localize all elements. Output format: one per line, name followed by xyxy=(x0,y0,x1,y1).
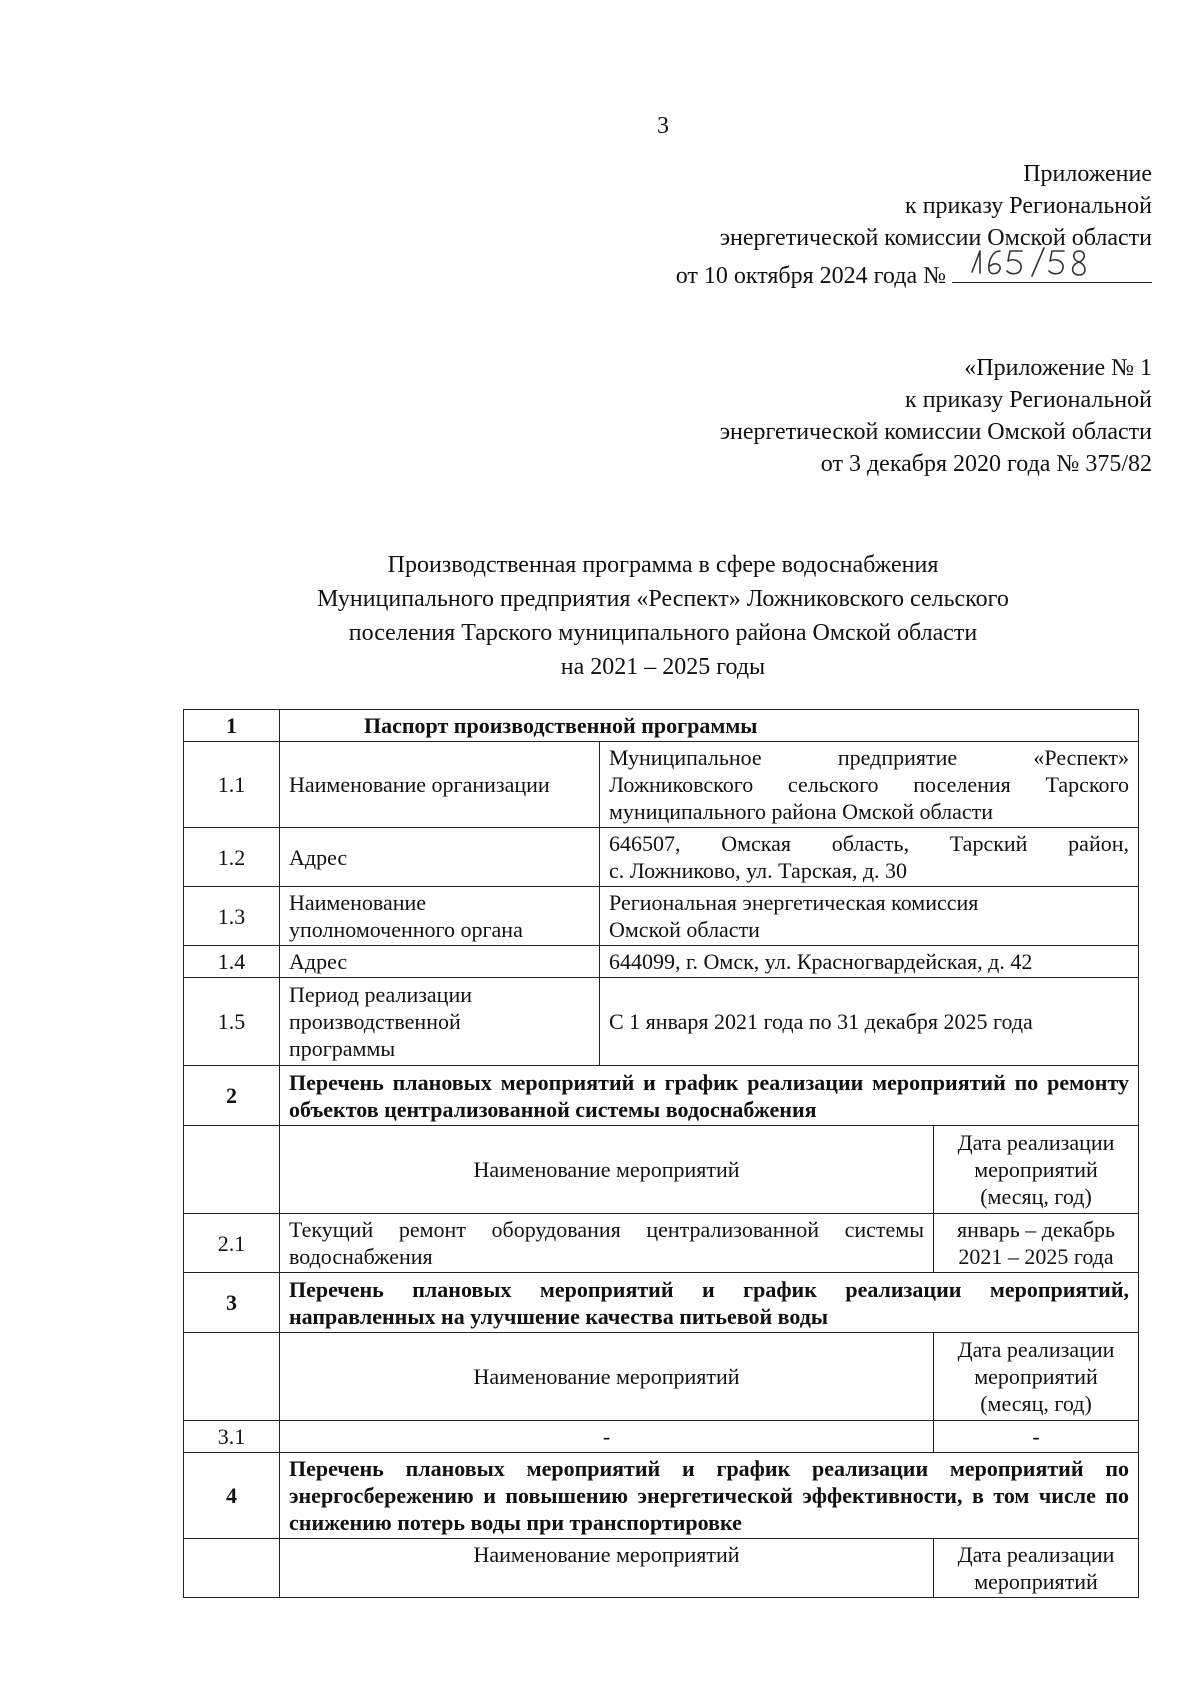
title-line: поселения Тарского муниципального района Омской области xyxy=(348,620,978,646)
row-number: 1.2 xyxy=(184,828,280,887)
title-line: Муниципального предприятия «Респект» Ложниковского сельского xyxy=(317,586,1009,612)
date-header-line: (месяц, год) xyxy=(980,1184,1092,1209)
section-heading: Перечень плановых мероприятий и график реализации мероприятий по ремонту объектов централизованной системы водоснабжения xyxy=(280,1066,1139,1126)
annex-current xyxy=(676,158,1152,292)
row-name: - xyxy=(280,1421,934,1453)
date-line: 2021 – 2025 года xyxy=(958,1244,1114,1269)
column-header-row xyxy=(184,1333,1139,1421)
value-line: Ложниковского сельского поселения Тарского xyxy=(609,772,1129,797)
date-header-line: Дата реализации xyxy=(957,1337,1115,1362)
section-heading: Перечень плановых мероприятий и график реализации мероприятий по энергосбережению и повышению энергетической эффективности, в том числе по снижению потерь воды при транспортировке xyxy=(280,1453,1139,1539)
section-heading xyxy=(280,710,1139,742)
col-header-name: Наименование мероприятий xyxy=(280,1333,934,1421)
empty-cell xyxy=(184,1333,280,1421)
date-header-line: (месяц, год) xyxy=(980,1391,1092,1416)
row-name: Текущий ремонт оборудования централизованной системы водоснабжения xyxy=(280,1214,934,1273)
date-line: январь – декабрь xyxy=(956,1217,1116,1242)
title-line: на 2021 – 2025 годы xyxy=(560,654,766,680)
row-label: Адрес xyxy=(280,828,600,887)
title-line: Производственная программа в сфере водоснабжения xyxy=(387,552,939,578)
value-line: с. Ложниково, ул. Тарская, д. 30 xyxy=(609,858,908,883)
table-row xyxy=(184,742,1139,828)
annex-line: к приказу Региональной xyxy=(905,193,1152,219)
empty-cell xyxy=(184,1126,280,1214)
row-label: Наименование организации xyxy=(280,742,600,828)
row-date xyxy=(934,1214,1139,1273)
program-table xyxy=(183,709,1139,1598)
label-line: программы xyxy=(289,1036,396,1061)
table-row xyxy=(184,887,1139,946)
section-number: 4 xyxy=(184,1453,280,1539)
handwritten-number-signature xyxy=(966,242,1096,282)
annex-date-line xyxy=(676,254,1152,292)
section-heading: Перечень плановых мероприятий и график реализации мероприятий, направленных на улучшение качества питьевой воды xyxy=(280,1273,1139,1333)
table-row xyxy=(184,1421,1139,1453)
col-header-name: Наименование мероприятий xyxy=(280,1126,934,1214)
annex-original xyxy=(720,352,1152,480)
date-header-line: мероприятий xyxy=(974,1157,1098,1182)
annex-date-text: от 10 октября 2024 года № xyxy=(675,263,946,289)
col-header-date xyxy=(934,1333,1139,1421)
label-line: производственной xyxy=(289,1009,461,1034)
annex-line: от 3 декабря 2020 года № 375/82 xyxy=(820,451,1152,477)
section-number: 3 xyxy=(184,1273,280,1333)
annex-line: «Приложение № 1 xyxy=(964,355,1152,381)
column-header-row xyxy=(184,1539,1139,1598)
table-row xyxy=(184,978,1139,1066)
row-label: Адрес xyxy=(280,946,600,978)
date-header-line: Дата реализации xyxy=(957,1130,1115,1155)
date-header-line: Дата реализации xyxy=(957,1542,1115,1567)
row-label xyxy=(280,887,600,946)
page-number: 3 xyxy=(657,113,669,139)
col-header-name: Наименование мероприятий xyxy=(280,1539,934,1598)
row-value xyxy=(600,742,1139,828)
row-value: 644099, г. Омск, ул. Красногвардейская, д. 42 xyxy=(600,946,1139,978)
value-line: 646507, Омская область, Тарский район, xyxy=(609,831,1129,856)
section-4-heading-row xyxy=(184,1453,1139,1539)
column-header-row xyxy=(184,1126,1139,1214)
row-date: - xyxy=(934,1421,1139,1453)
label-line: Период реализации xyxy=(289,982,473,1007)
col-header-date xyxy=(934,1126,1139,1214)
order-number-field xyxy=(952,254,1152,283)
annex-line: энергетической комиссии Омской области xyxy=(719,225,1152,251)
row-value xyxy=(600,887,1139,946)
section-number: 2 xyxy=(184,1066,280,1126)
annex-line: к приказу Региональной xyxy=(905,387,1152,413)
label-line: уполномоченного органа xyxy=(289,917,523,942)
row-number: 1.4 xyxy=(184,946,280,978)
section-2-heading-row xyxy=(184,1066,1139,1126)
date-header-line: мероприятий xyxy=(974,1364,1098,1389)
section-1-heading-row xyxy=(184,710,1139,742)
empty-cell xyxy=(184,1539,280,1598)
row-value xyxy=(600,828,1139,887)
value-line: Региональная энергетическая комиссия xyxy=(609,890,979,915)
annex-line: Приложение xyxy=(1023,161,1152,187)
table-row xyxy=(184,946,1139,978)
row-value: С 1 января 2021 года по 31 декабря 2025 года xyxy=(600,978,1139,1066)
document-title xyxy=(0,548,1200,684)
section-number: 1 xyxy=(184,710,280,742)
value-line: муниципального района Омской области xyxy=(609,799,994,824)
table-row xyxy=(184,828,1139,887)
row-number: 1.1 xyxy=(184,742,280,828)
section-3-heading-row xyxy=(184,1273,1139,1333)
value-line: Муниципальное предприятие «Респект» xyxy=(609,745,1129,770)
row-number: 2.1 xyxy=(184,1214,280,1273)
col-header-date xyxy=(934,1539,1139,1598)
section-heading-text: Паспорт производственной программы xyxy=(364,713,758,738)
date-header-line: мероприятий xyxy=(974,1569,1098,1594)
annex-line: энергетической комиссии Омской области xyxy=(719,419,1152,445)
row-number: 3.1 xyxy=(184,1421,280,1453)
row-number: 1.5 xyxy=(184,978,280,1066)
table-row xyxy=(184,1214,1139,1273)
row-number: 1.3 xyxy=(184,887,280,946)
value-line: Омской области xyxy=(609,917,760,942)
label-line: Наименование xyxy=(289,890,427,915)
row-label xyxy=(280,978,600,1066)
